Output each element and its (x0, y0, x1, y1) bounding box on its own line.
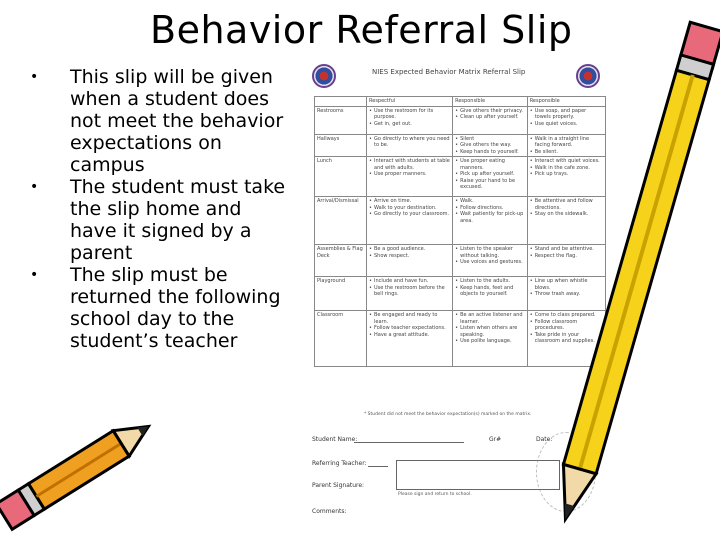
matrix-cell (367, 106, 453, 134)
matrix-header: Responsible (453, 97, 528, 107)
date-label: Date: (536, 436, 553, 443)
student-name-line (354, 442, 464, 443)
matrix-cell-item: • Clean up after yourself. (455, 114, 525, 121)
matrix-cell-item: • Respect the flag. (530, 253, 603, 260)
matrix-cell (367, 197, 453, 245)
matrix-cell-item: • Keep hands, feet and objects to yourself. (455, 285, 525, 298)
matrix-cell-item: • Walk in the cafe zone. (530, 165, 603, 172)
matrix-cell-item: • Follow directions. (455, 205, 525, 212)
matrix-cell-item: • Use soap, and paper towels properly. (530, 108, 603, 121)
matrix-cell-item: • Go directly to where you need to be. (369, 136, 450, 149)
matrix-cell (453, 245, 528, 277)
matrix-cell-item: • Walk. (455, 198, 525, 205)
bullet-item (30, 264, 292, 352)
matrix-cell-item: • Come to class prepared. (530, 312, 603, 319)
matrix-cell-item: • Pick up trays. (530, 171, 603, 178)
matrix-cell-item: • Include and have fun. (369, 278, 450, 285)
matrix-cell (453, 197, 528, 245)
matrix-cell-item: • Have a great attitude. (369, 332, 450, 339)
matrix-cell-item: • Listen to the speaker without talking. (455, 246, 525, 259)
matrix-cell-item: • Use proper eating manners. (455, 158, 525, 171)
matrix-cell-item: • Use the restroom before the bell rings. (369, 285, 450, 298)
matrix-place-cell: Restrooms (315, 106, 367, 134)
bullet-item (30, 176, 292, 264)
school-seal-icon (312, 64, 336, 88)
matrix-cell (453, 157, 528, 197)
pencil-icon (0, 396, 160, 540)
matrix-cell (367, 134, 453, 157)
matrix-cell-item: • Give others the way. (455, 142, 525, 149)
pencil-icon (560, 0, 720, 540)
matrix-cell (367, 245, 453, 277)
matrix-cell-item: • Be a good audience. (369, 246, 450, 253)
matrix-place-cell: Playground (315, 277, 367, 311)
matrix-cell-item: • Be silent. (530, 149, 603, 156)
matrix-cell-item: • Give others their privacy. (455, 108, 525, 115)
matrix-cell-item: • Walk to your destination. (369, 205, 450, 212)
matrix-place-cell: Lunch (315, 157, 367, 197)
matrix-cell-item: • Wait patiently for pick-up area. (455, 211, 525, 224)
bullet-list (30, 66, 292, 352)
parent-signature-label: Parent Signature: (312, 482, 365, 489)
matrix-cell-item: • Get in, get out. (369, 121, 450, 128)
comments-label: Comments: (312, 508, 347, 515)
matrix-cell (453, 134, 528, 157)
matrix-cell-item: • Interact with students at table and with adults. (369, 158, 450, 171)
matrix-cell-item: • Show respect. (369, 253, 450, 260)
matrix-cell-item: • Raise your hand to be excused. (455, 178, 525, 191)
referring-teacher-line (368, 466, 388, 467)
matrix-cell (453, 106, 528, 134)
matrix-cell-item: • Take pride in your classroom and supplies. (530, 332, 603, 345)
bullet-icon: • (30, 69, 39, 85)
matrix-cell (367, 157, 453, 197)
matrix-place-cell: Arrival/Dismissal (315, 197, 367, 245)
matrix-cell-item: • Listen when others are speaking. (455, 325, 525, 338)
student-name-label: Student Name: (312, 436, 358, 443)
matrix-cell-item: • Stay on the sidewalk. (530, 211, 603, 218)
signature-box-note: Please sign and return to school. (398, 492, 472, 497)
matrix-cell (367, 311, 453, 367)
matrix-cell-item: • Be attentive and follow directions. (530, 198, 603, 211)
bullet-item (30, 66, 292, 176)
matrix-cell-item: • Pick up after yourself. (455, 171, 525, 178)
matrix-cell-item: • Keep hands to yourself. (455, 149, 525, 156)
matrix-cell-item: • Use proper manners. (369, 171, 450, 178)
matrix-cell-item: • Walk in a straight line facing forward. (530, 136, 603, 149)
document-title: NIES Expected Behavior Matrix Referral Slip (372, 68, 526, 76)
bullet-icon: • (30, 179, 39, 195)
matrix-cell (453, 277, 528, 311)
matrix-cell (367, 277, 453, 311)
matrix-cell-item: • Use polite language. (455, 338, 525, 345)
matrix-cell-item: • Stand and be attentive. (530, 246, 603, 253)
matrix-cell-item: • Arrive on time. (369, 198, 450, 205)
matrix-cell-item: • Silent (455, 136, 525, 143)
matrix-cell-item: • Be an active listener and learner. (455, 312, 525, 325)
matrix-cell-item: • Be engaged and ready to learn. (369, 312, 450, 325)
matrix-cell-item: • Use the restroom for its purpose. (369, 108, 450, 121)
bullet-icon: • (30, 267, 39, 283)
bullet-text: The student must take the slip home and have it signed by a parent (70, 176, 286, 264)
matrix-cell-item: • Go directly to your classroom. (369, 211, 450, 218)
bullet-text: This slip will be given when a student does not meet the behavior expectations on campus (70, 66, 284, 176)
matrix-header: Responsible (527, 97, 605, 107)
matrix-header: Respectful (367, 97, 453, 107)
bullet-text: The slip must be returned the following school day to the student’s teacher (70, 264, 281, 352)
referring-teacher-label: Referring Teacher: (312, 460, 367, 467)
matrix-cell-item: • Throw trash away. (530, 291, 603, 298)
matrix-cell-item: • Follow teacher expectations. (369, 325, 450, 332)
matrix-cell-item: • Line up when whistle blows. (530, 278, 603, 291)
matrix-place-cell: Assemblies & Flag Deck (315, 245, 367, 277)
matrix-place-cell: Hallways (315, 134, 367, 157)
matrix-cell-item: • Follow classroom procedures. (530, 319, 603, 332)
matrix-cell-item: • Use voices and gestures. (455, 259, 525, 266)
matrix-footnote: * Student did not meet the behavior expectation(s) marked on the matrix. (364, 412, 532, 417)
matrix-cell-item: • Interact with quiet voices. (530, 158, 603, 165)
matrix-cell-item: • Use quiet voices. (530, 121, 603, 128)
matrix-cell-item: • Listen to the adults. (455, 278, 525, 285)
grade-label: Gr# (489, 436, 502, 443)
slide-title: Behavior Referral Slip (150, 8, 573, 52)
matrix-cell (453, 311, 528, 367)
matrix-header (315, 97, 367, 107)
matrix-place-cell: Classroom (315, 311, 367, 367)
